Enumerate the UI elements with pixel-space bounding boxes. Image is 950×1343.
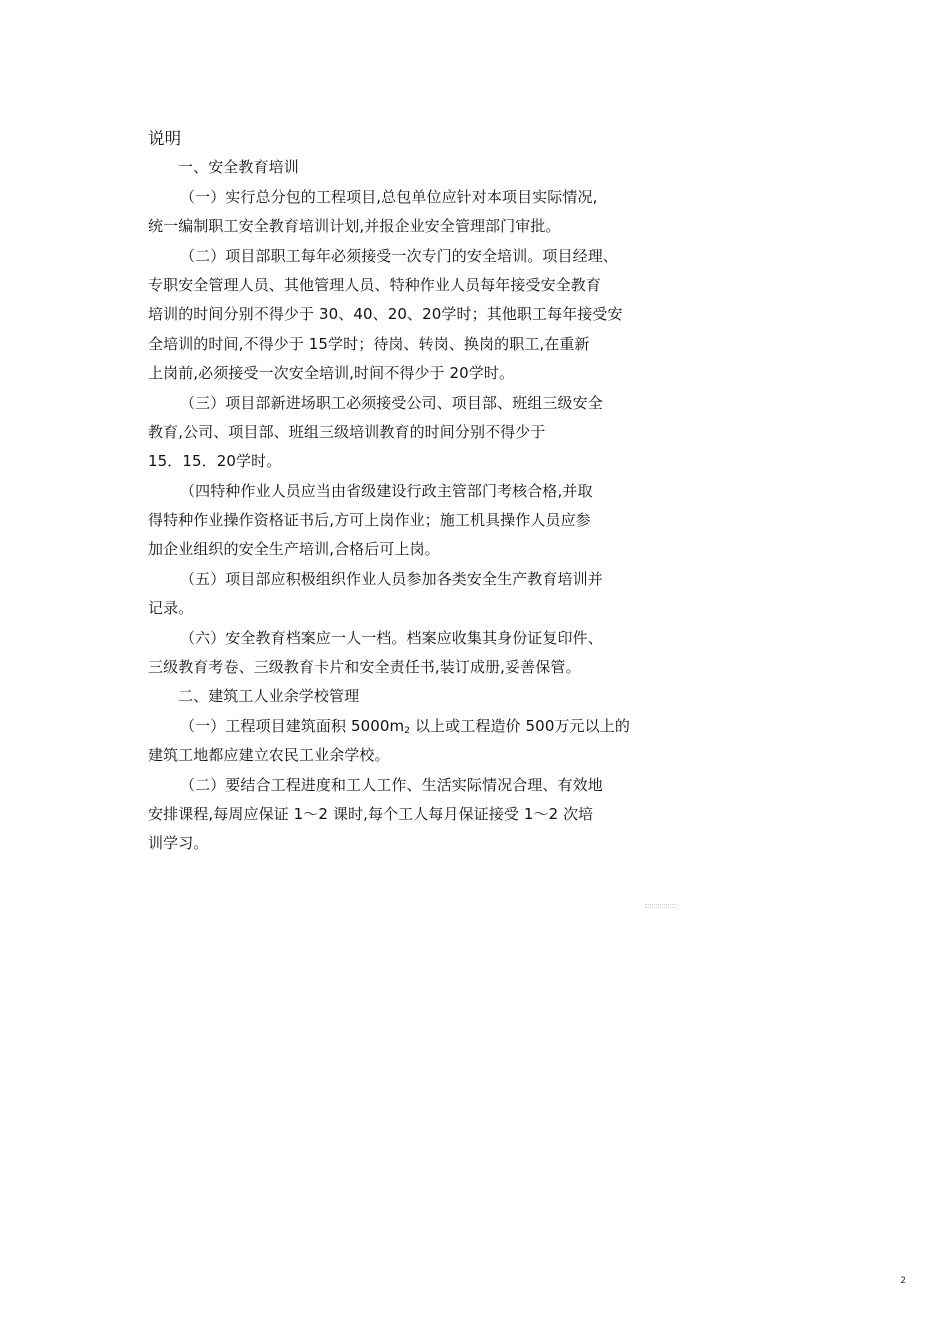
document-title: 说明 [148, 129, 182, 148]
text-line: 安排课程,每周应保证 1～2 课时,每个工人每月保证接受 1～2 次培 [148, 804, 594, 823]
text-line: 一、安全教育培训 [178, 158, 299, 177]
page-number: 2 [900, 1276, 906, 1286]
text-line: （二）要结合工程进度和工人工作、生活实际情况合理、有效地 [180, 775, 603, 794]
area-unit-subscript: 2 [404, 725, 411, 736]
text-line: 建筑工地都应建立农民工业余学校。 [148, 746, 390, 765]
text-line: 得特种作业操作资格证书后,方可上岗作业；施工机具操作人员应参 [148, 511, 591, 530]
text-line: 全培训的时间,不得少于 15学时；待岗、转岗、换岗的职工,在重新 [148, 334, 590, 353]
text-line: （六）安全教育档案应一人一档。档案应收集其身份证复印件、 [180, 628, 603, 647]
text-line: 加企业组织的安全生产培训,合格后可上岗。 [148, 540, 440, 559]
area-text-before: （一）工程项目建筑面积 5000m [180, 716, 405, 735]
text-line: 统一编制职工安全教育培训计划,并报企业安全管理部门审批。 [148, 217, 561, 236]
text-line: 培训的时间分别不得少于 30、40、20、20学时；其他职工每年接受安 [148, 305, 623, 324]
text-line-area [148, 712, 648, 741]
text-line: 训学习。 [148, 834, 209, 853]
text-line: 15．15．20学时。 [148, 452, 282, 471]
text-line: 专职安全管理人员、其他管理人员、特种作业人员每年接受安全教育 [148, 275, 602, 294]
text-line: （三）项目部新进场职工必须接受公司、项目部、班组三级安全 [180, 393, 603, 412]
text-line: 三级教育考卷、三级教育卡片和安全责任书,装订成册,妥善保管。 [148, 658, 581, 677]
area-text-after: 以上或工程造价 500万元以上的 [410, 716, 630, 735]
text-line: （五）项目部应积极组织作业人员参加各类安全生产教育培训并 [180, 569, 603, 588]
faint-dotted-mark [645, 904, 677, 908]
document-body [148, 124, 648, 859]
paragraph-lines [148, 153, 648, 858]
text-line: （一）实行总分包的工程项目,总包单位应针对本项目实际情况, [180, 187, 598, 206]
text-line: 教育,公司、项目部、班组三级培训教育的时间分别不得少于 [148, 422, 546, 441]
text-line: （二）项目部职工每年必须接受一次专门的安全培训。项目经理、 [180, 246, 618, 265]
text-line: 二、建筑工人业余学校管理 [178, 687, 360, 706]
text-line: 记录。 [148, 599, 194, 618]
text-line: （四特种作业人员应当由省级建设行政主管部门考核合格,并取 [180, 481, 593, 500]
text-line: 上岗前,必须接受一次安全培训,时间不得少于 20学时。 [148, 364, 515, 383]
